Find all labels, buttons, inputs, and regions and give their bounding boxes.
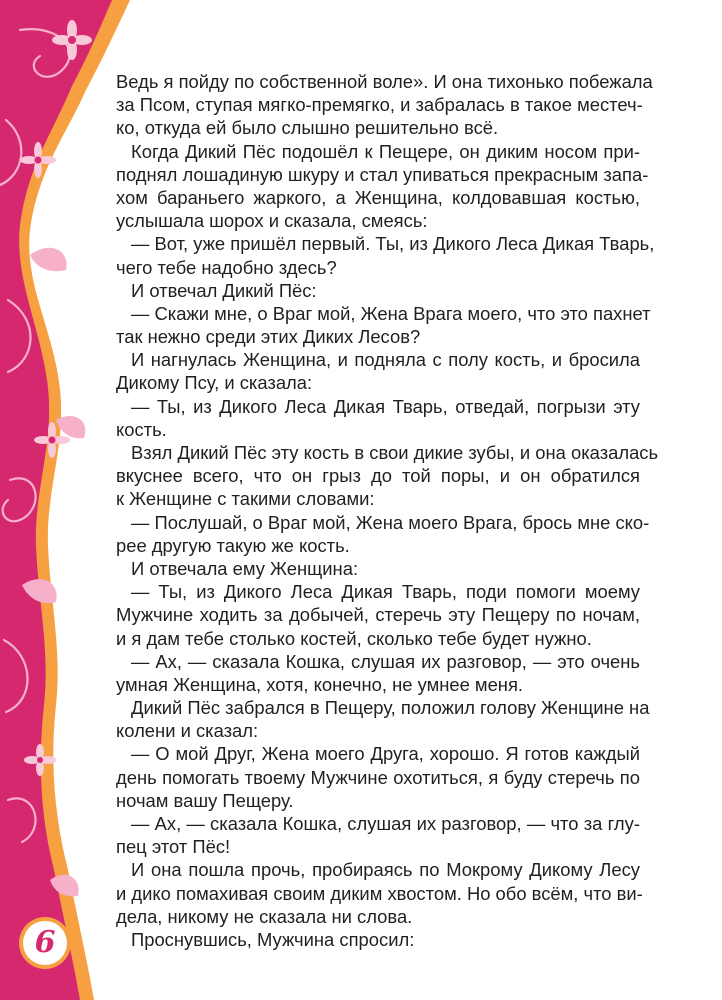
text-line: день помогать твоему Мужчине охотиться, я буду стеречь по: [116, 766, 640, 788]
text-line: и я дам тебе столько костей, сколько тебе будет нужно.: [116, 627, 592, 649]
text-line: поднял лошадиную шкуру и стал упиваться прекрасным запа-: [116, 163, 649, 185]
text-line: и дико помахивая своим диким хвостом. Но обо всём, что ви-: [116, 882, 643, 904]
text-line: — Вот, уже пришёл первый. Ты, из Дикого Леса Дикая Тварь,: [131, 233, 655, 255]
text-line: кость.: [116, 418, 167, 440]
text-line: пец этот Пёс!: [116, 836, 231, 858]
text-line: Дикий Пёс забрался в Пещеру, положил голову Женщине на: [131, 697, 650, 719]
text-line: — Послушай, о Враг мой, Жена моего Врага, брось мне ско-: [131, 511, 650, 533]
text-line: И отвечала ему Женщина:: [131, 557, 359, 579]
text-line: Проснувшись, Мужчина спросил:: [131, 928, 415, 950]
text-line: умная Женщина, хотя, конечно, не умнее меня.: [116, 673, 524, 695]
text-line: Мужчине ходить за добычей, стеречь эту Пещеру по ночам,: [116, 604, 640, 626]
text-line: чего тебе надобно здесь?: [116, 256, 337, 278]
text-line: ночам вашу Пещеру.: [116, 789, 294, 811]
text-line: колени и сказал:: [116, 720, 259, 742]
text-line: — О мой Друг, Жена моего Друга, хорошо. Я готов каждый: [131, 743, 640, 765]
text-line: И отвечал Дикий Пёс:: [131, 279, 317, 301]
text-line: дела, никому не сказала ни слова.: [116, 905, 413, 927]
text-line: — Ты, из Дикого Леса Дикая Тварь, поди помоги моему: [131, 581, 640, 603]
text-line: за Псом, ступая мягко-премягко, и забралась в такое местеч-: [116, 94, 643, 116]
page-number: 6: [34, 925, 56, 960]
text-line: — Ах, — сказала Кошка, слушая их разговор, — что за глу-: [131, 813, 640, 834]
text-line: — Ах, — сказала Кошка, слушая их разговор, — это очень: [131, 650, 640, 672]
text-line: так нежно среди этих Диких Лесов?: [116, 326, 421, 348]
text-line: к Женщине с такими словами:: [116, 488, 375, 510]
leaf-ornament: [56, 416, 85, 438]
text-line: вкуснее всего, что он грыз до той поры, и он обратился: [116, 465, 640, 487]
text-line: Дикому Псу, и сказала:: [116, 372, 313, 394]
leaf-ornament: [30, 248, 67, 271]
text-line: ко, откуда ей было слышно решительно всё.: [116, 117, 499, 139]
text-line: Взял Дикий Пёс эту кость в свои дикие зубы, и она оказалась: [131, 442, 659, 463]
text-line: хом бараньего жаркого, а Женщина, колдовавшая костью,: [116, 186, 640, 208]
text-line: И нагнулась Женщина, и подняла с полу кость, и бросила: [131, 349, 640, 371]
story-text: [116, 70, 659, 951]
text-line: Ведь я пойду по собственной воле». И она тихонько побежала: [116, 71, 653, 92]
text-line: — Скажи мне, о Враг мой, Жена Врага моего, что это пахнет: [131, 302, 651, 324]
text-line: услышала шорох и сказала, смеясь:: [116, 210, 428, 232]
text-line: — Ты, из Дикого Леса Дикая Тварь, отведай, погрызи эту: [131, 395, 640, 417]
text-line: И она пошла прочь, пробираясь по Мокрому Дикому Лесу: [131, 859, 640, 881]
text-line: рее другую такую же кость.: [116, 534, 350, 556]
text-line: Когда Дикий Пёс подошёл к Пещере, он диким носом при-: [131, 140, 640, 162]
